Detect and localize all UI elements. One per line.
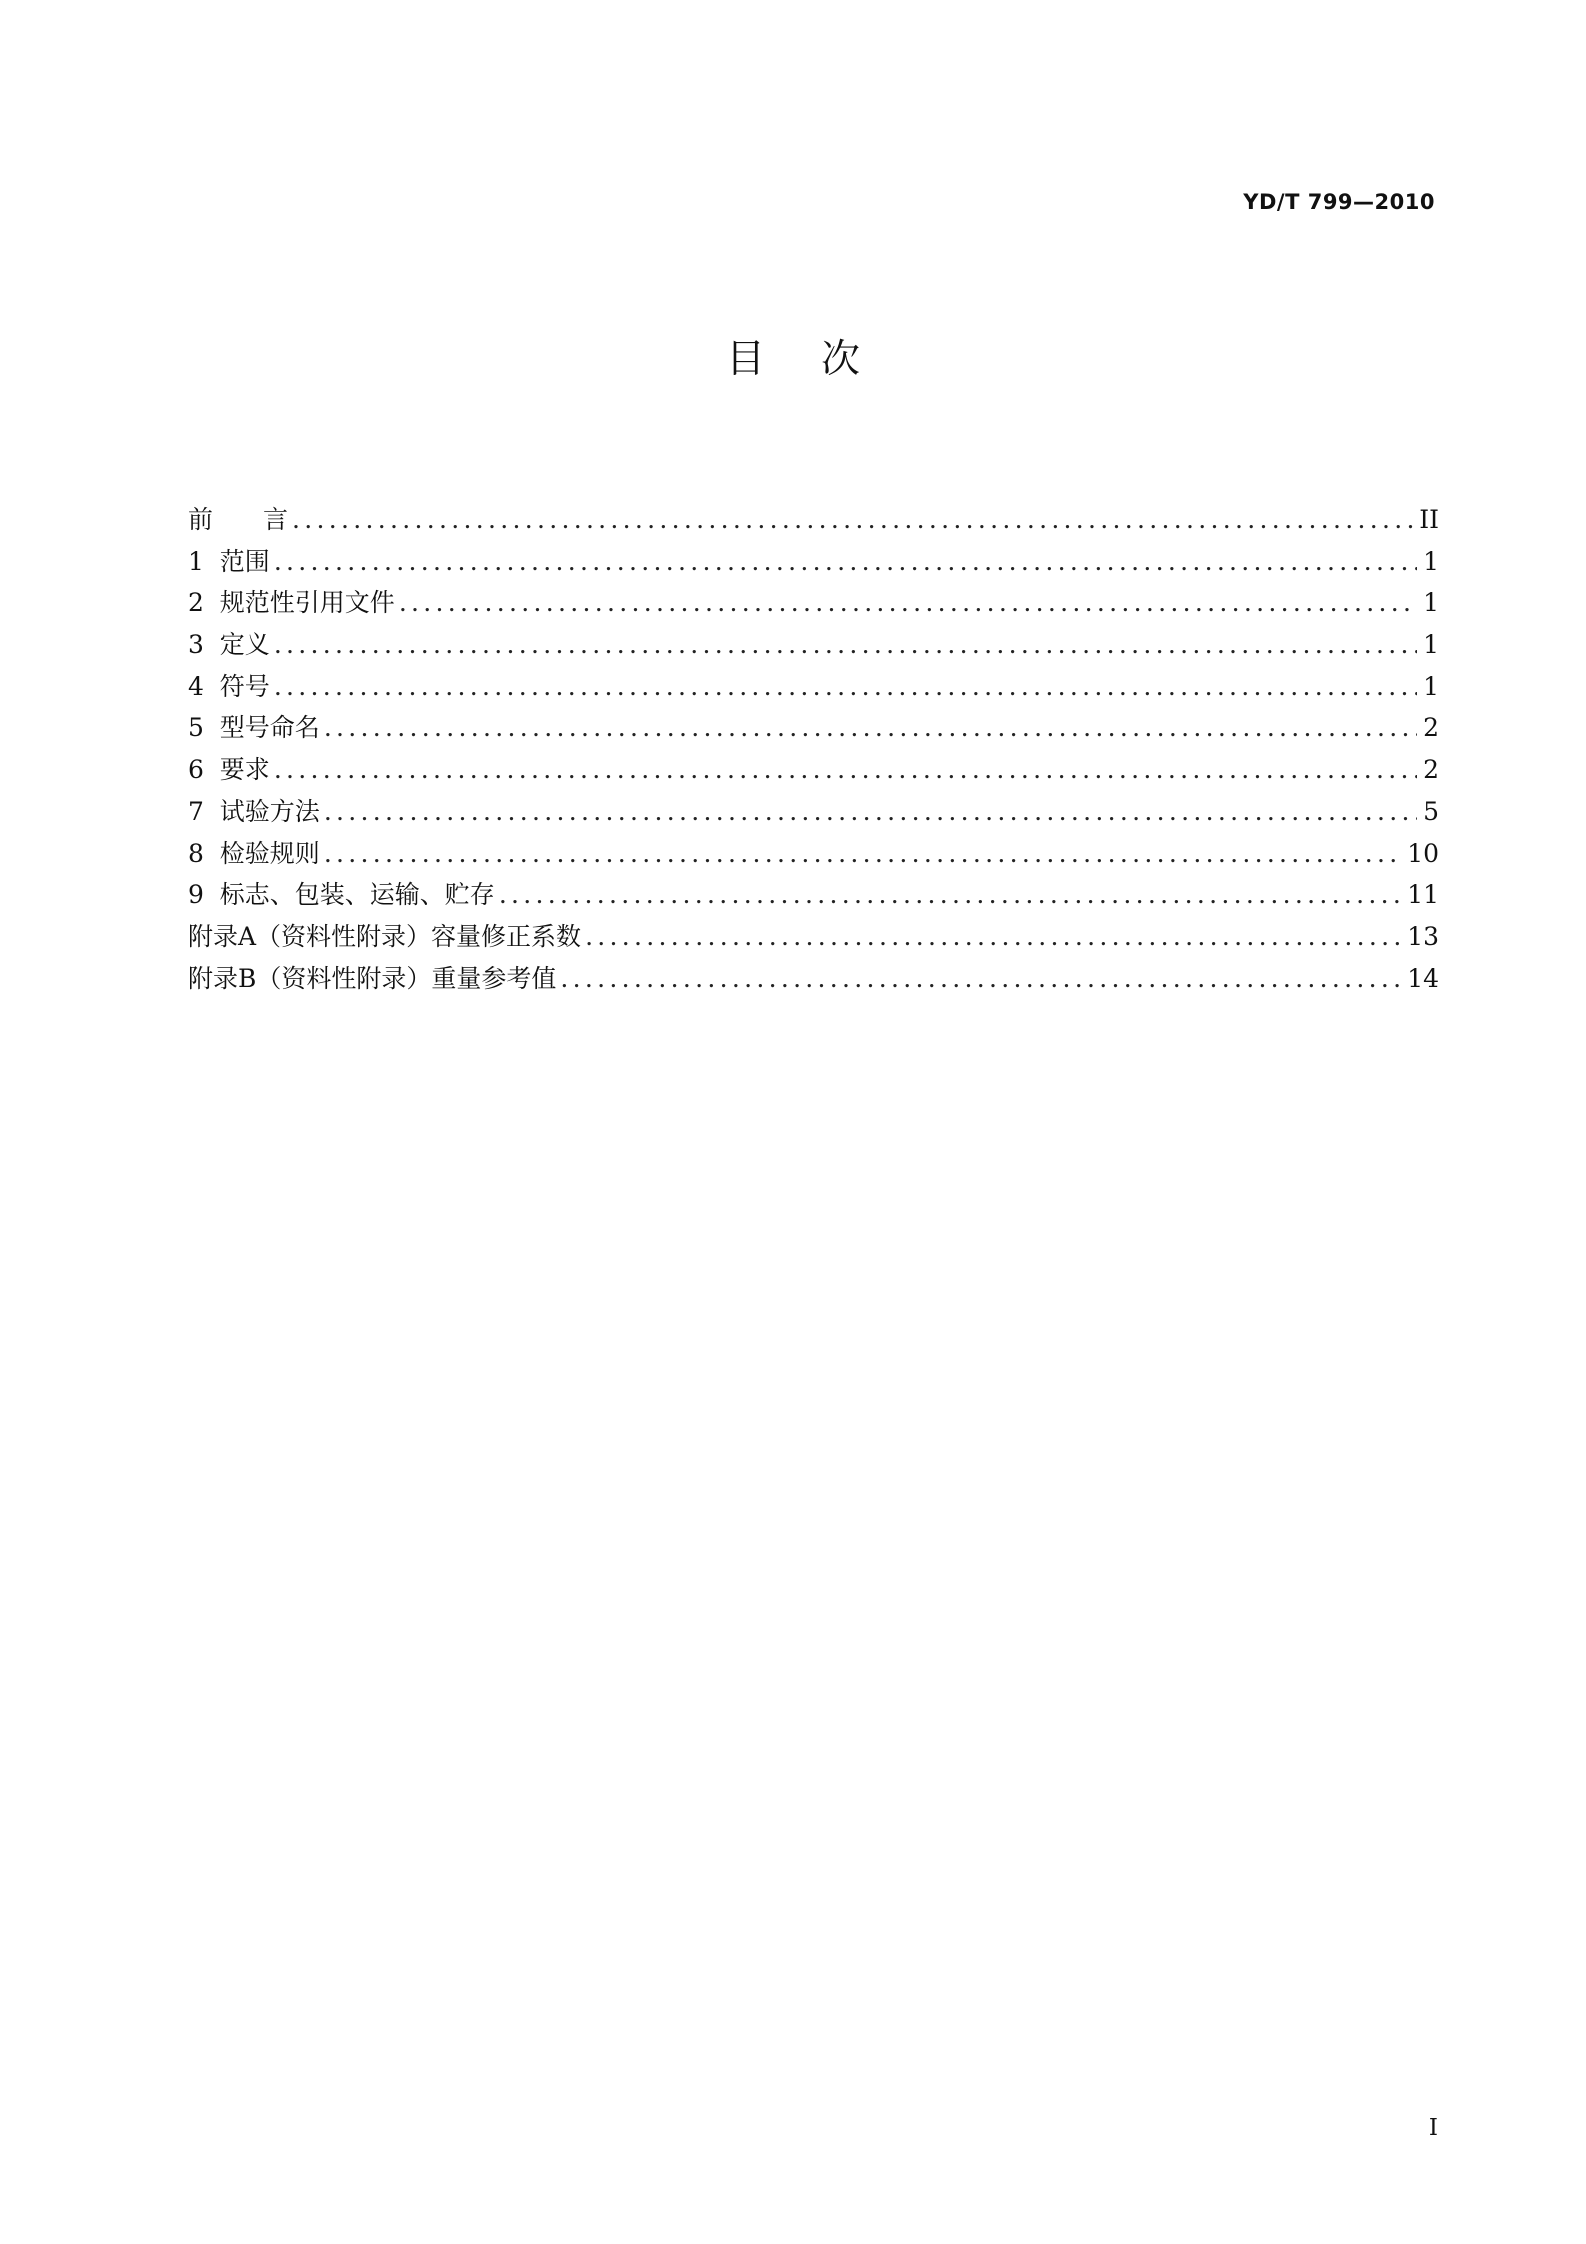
toc-entry-scope[interactable] bbox=[188, 541, 1439, 583]
toc-entry-page: 1 bbox=[1423, 588, 1439, 618]
toc-entry-foreword[interactable] bbox=[188, 499, 1439, 541]
toc-leader-dots bbox=[324, 707, 1417, 749]
toc-entry-page: 2 bbox=[1423, 713, 1439, 743]
toc-leader-dots bbox=[399, 582, 1417, 624]
toc-entry-inspection-rules[interactable] bbox=[188, 833, 1439, 875]
toc-entry-requirements[interactable] bbox=[188, 749, 1439, 791]
toc-entry-annex-b[interactable] bbox=[188, 958, 1439, 1000]
toc-leader-dots bbox=[274, 749, 1417, 791]
toc-entry-page: 1 bbox=[1423, 630, 1439, 660]
toc-entry-label: 2 规范性引用文件 bbox=[188, 588, 395, 618]
toc-entry-label: 7 试验方法 bbox=[188, 796, 320, 826]
toc-leader-dots bbox=[324, 791, 1417, 833]
toc-leader-dots bbox=[274, 541, 1417, 583]
toc-entry-label: 8 检验规则 bbox=[188, 838, 320, 868]
toc-entry-page: 11 bbox=[1407, 880, 1439, 910]
toc-entry-label: 6 要求 bbox=[188, 755, 270, 785]
toc-entry-label: 9 标志、包装、运输、贮存 bbox=[188, 880, 495, 910]
toc-entry-label: 3 定义 bbox=[188, 630, 270, 660]
toc-entry-page: 2 bbox=[1423, 755, 1439, 785]
table-of-contents bbox=[188, 499, 1439, 999]
toc-entry-label: 前 言 bbox=[188, 505, 289, 534]
toc-leader-dots bbox=[274, 624, 1417, 666]
toc-entry-label: 5 型号命名 bbox=[188, 713, 320, 743]
toc-entry-label: 附录A（资料性附录）容量修正系数 bbox=[188, 921, 582, 951]
toc-leader-dots bbox=[499, 874, 1401, 916]
toc-entry-annex-a[interactable] bbox=[188, 916, 1439, 958]
toc-leader-dots bbox=[292, 499, 1413, 541]
toc-entry-page: II bbox=[1419, 505, 1439, 534]
toc-entry-symbols[interactable] bbox=[188, 666, 1439, 708]
standard-code: YD/T 799—2010 bbox=[1243, 190, 1435, 214]
toc-entry-definitions[interactable] bbox=[188, 624, 1439, 666]
toc-entry-page: 10 bbox=[1407, 838, 1439, 868]
toc-entry-label: 附录B（资料性附录）重量参考值 bbox=[188, 963, 557, 993]
toc-entry-page: 13 bbox=[1407, 921, 1439, 951]
toc-entry-normative-references[interactable] bbox=[188, 582, 1439, 624]
toc-leader-dots bbox=[585, 916, 1401, 958]
toc-leader-dots bbox=[324, 833, 1401, 875]
toc-entry-page: 1 bbox=[1423, 546, 1439, 576]
toc-entry-model-naming[interactable] bbox=[188, 707, 1439, 749]
toc-entry-page: 1 bbox=[1423, 671, 1439, 701]
page-title: 目次 bbox=[725, 337, 916, 382]
page-number: I bbox=[1428, 2115, 1438, 2141]
toc-entry-marking-packaging[interactable] bbox=[188, 874, 1439, 916]
toc-leader-dots bbox=[560, 958, 1401, 1000]
toc-entry-page: 14 bbox=[1407, 963, 1439, 993]
toc-entry-test-methods[interactable] bbox=[188, 791, 1439, 833]
toc-entry-label: 4 符号 bbox=[188, 671, 270, 701]
toc-entry-page: 5 bbox=[1423, 796, 1439, 826]
toc-leader-dots bbox=[274, 666, 1417, 708]
toc-entry-label: 1 范围 bbox=[188, 546, 270, 576]
